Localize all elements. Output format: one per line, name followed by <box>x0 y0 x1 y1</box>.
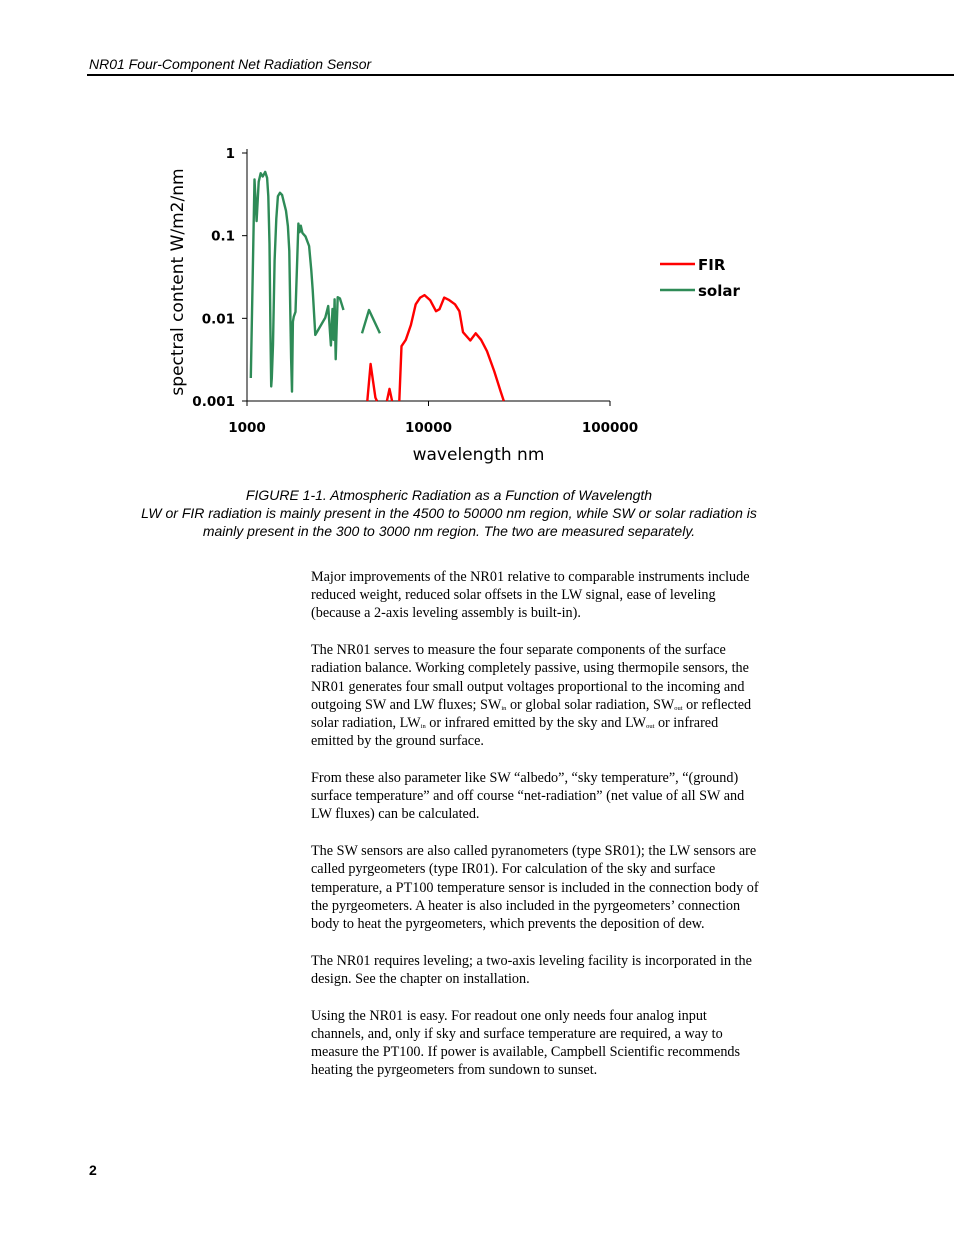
x-tick-label: 10000 <box>405 420 452 436</box>
text-fragment: outgoing SW and LW fluxes; SW <box>311 696 502 713</box>
running-header-title: NR01 Four-Component Net Radiation Sensor <box>89 56 372 72</box>
paragraph-leveling <box>311 952 811 988</box>
text-line <box>311 696 811 714</box>
header-rule <box>87 74 954 76</box>
y-tick-label: 0.1 <box>211 228 235 245</box>
text-line: The NR01 serves to measure the four separate components of the surface <box>311 642 726 659</box>
chart-legend <box>660 256 740 300</box>
chart-series <box>251 172 504 401</box>
text-line: emitted by the ground surface. <box>311 733 484 750</box>
subscript: out <box>646 723 655 731</box>
text-line: surface temperature” and off course “net-radiation” (net value of all SW and <box>311 788 745 805</box>
paragraph-derived-parameters <box>311 769 811 824</box>
text-line <box>311 714 811 732</box>
text-line: NR01 generates four small output voltages proportional to the incoming and <box>311 678 745 695</box>
subscript: in <box>501 704 507 712</box>
y-tick-label: 1 <box>225 146 235 162</box>
text-fragment: or infrared emitted by the sky and LW <box>425 715 647 732</box>
text-line: The NR01 requires leveling; a two-axis leveling facility is incorporated in the <box>311 952 752 969</box>
series-line-fir <box>399 295 504 401</box>
x-tick-label: 1000 <box>228 420 266 436</box>
spectral-radiation-chart <box>155 135 755 475</box>
text-line: The SW sensors are also called pyranometers (type SR01); the LW sensors are <box>311 843 757 860</box>
body-text <box>311 568 811 1098</box>
text-line: temperature, a PT100 temperature sensor is included in the connection body of <box>311 879 759 896</box>
text-line: body to heat the pyrgeometers, which prevents the deposition of dew. <box>311 916 705 933</box>
text-line: measure the PT100. If power is available, Campbell Scientific recommends <box>311 1044 741 1061</box>
text-line: reduced weight, reduced solar offsets in the LW signal, ease of leveling <box>311 587 716 604</box>
caption-title: FIGURE 1-1. Atmospheric Radiation as a Function of Wavelength <box>245 487 653 503</box>
paragraph-components <box>311 641 811 750</box>
figure-caption <box>60 486 838 540</box>
text-fragment: solar radiation, LW <box>311 715 421 732</box>
y-tick-label: 0.01 <box>201 311 235 328</box>
text-line: From these also parameter like SW “albedo”, “sky temperature”, “(ground) <box>311 770 739 787</box>
text-fragment: or reflected <box>682 696 752 713</box>
caption-line: mainly present in the 300 to 3000 nm region. The two are measured separately. <box>202 523 696 539</box>
text-fragment: or global solar radiation, SW <box>506 696 675 713</box>
subscript: out <box>674 704 683 712</box>
text-line: Major improvements of the NR01 relative to comparable instruments include <box>311 569 750 585</box>
legend-label: FIR <box>698 256 726 274</box>
series-line-fir <box>367 364 377 401</box>
caption-line: LW or FIR radiation is mainly present in the 4500 to 50000 nm region, while SW or solar radiation is <box>141 505 757 521</box>
y-axis-title: spectral content W/m2/nm <box>168 168 188 396</box>
subscript: in <box>420 723 426 731</box>
text-line: heating the pyrgeometers from sundown to sunset. <box>311 1062 598 1079</box>
series-line-solar <box>251 172 344 392</box>
text-line: channels, and, only if sky and surface temperature are required, a way to <box>311 1026 723 1043</box>
paragraph-usage <box>311 1007 811 1080</box>
text-line: the pyrgeometers. A heater is also included in the pyrgeometers’ connection <box>311 897 741 914</box>
x-tick-label: 100000 <box>581 420 639 436</box>
paragraph-sensors <box>311 842 811 933</box>
page-number: 2 <box>89 1162 97 1178</box>
x-axis-title: wavelength nm <box>412 445 545 465</box>
text-line: Using the NR01 is easy. For readout one only needs four analog input <box>311 1007 707 1024</box>
text-line: (because a 2-axis leveling assembly is built-in). <box>311 605 581 622</box>
text-line: radiation balance. Working completely passive, using thermopile sensors, the <box>311 660 749 677</box>
text-line: called pyrgeometers (type IR01). For calculation of the sky and surface <box>311 861 716 878</box>
legend-label: solar <box>698 282 740 300</box>
y-tick-label: 0.001 <box>192 394 235 410</box>
series-line-solar <box>362 310 380 333</box>
text-line: design. See the chapter on installation. <box>311 971 530 988</box>
text-line: LW fluxes) can be calculated. <box>311 806 480 823</box>
paragraph-improvements <box>311 568 811 623</box>
series-line-fir <box>387 389 392 401</box>
text-fragment: or infrared <box>654 715 719 732</box>
